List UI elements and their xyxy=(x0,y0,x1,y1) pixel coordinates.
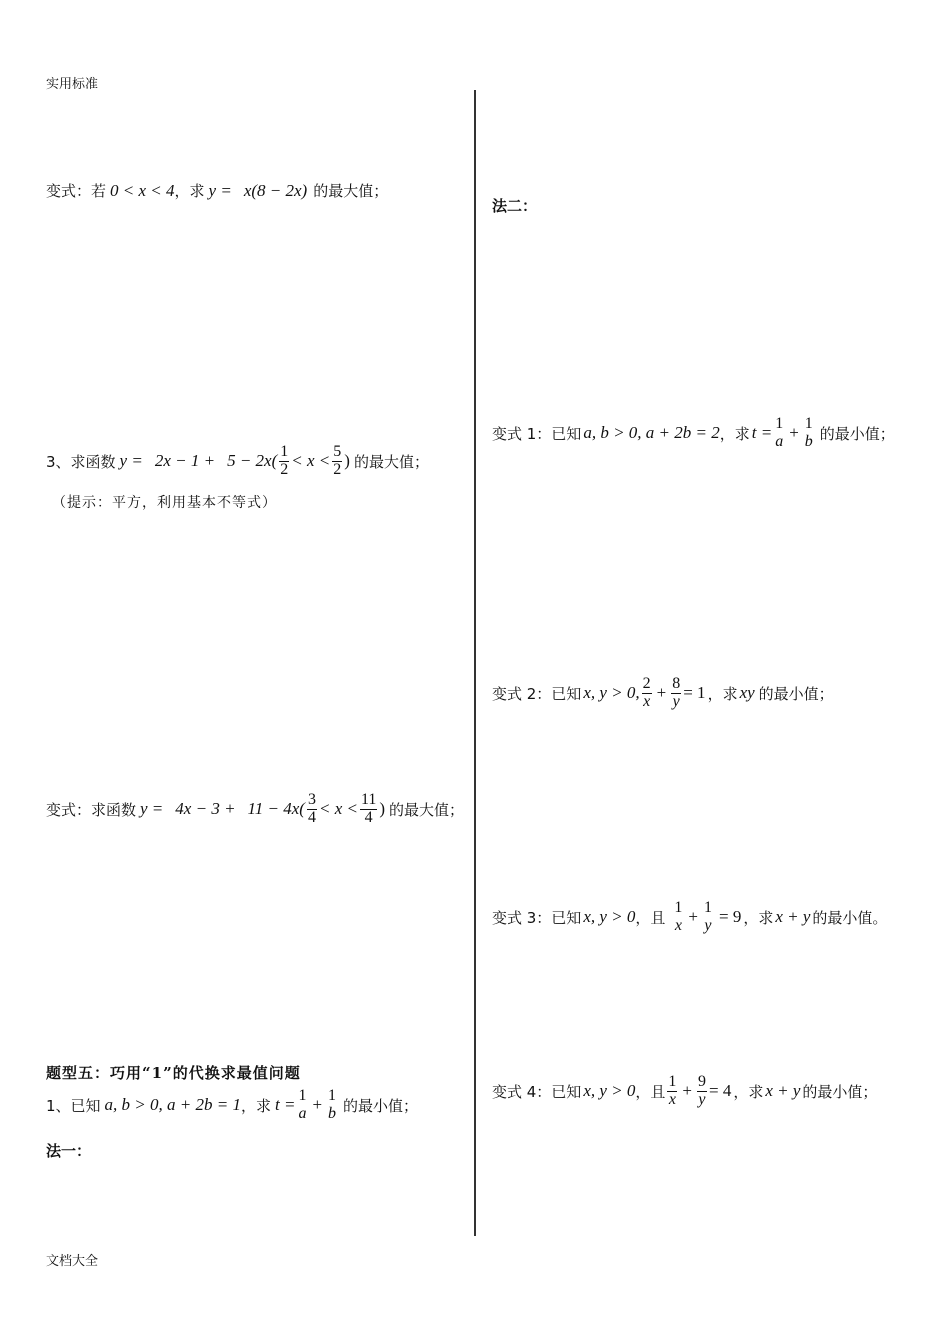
condition: x, y > 0, xyxy=(583,683,640,703)
mid-text: ，求 xyxy=(719,424,750,443)
problem-prefix: 1、已知 xyxy=(46,1096,101,1115)
plus-sign: + xyxy=(656,683,667,703)
fraction-1-over-x: $\frac{1}{x}$ xyxy=(668,1073,677,1108)
mid-text: ，且 xyxy=(635,908,666,927)
problem-prefix: 变式 1：已知 xyxy=(492,424,582,443)
term-1: 2x − 1 + xyxy=(154,451,216,471)
problem-suffix: 的最大值； xyxy=(313,182,389,200)
close-paren: ) xyxy=(379,799,386,819)
mid-text: ，求 xyxy=(743,908,774,927)
method-one-label: 法一： xyxy=(46,1142,92,1160)
term-2: 5 − 2x( xyxy=(227,451,278,471)
fraction-1-over-b: $\frac{1}{b}$ xyxy=(804,415,813,450)
page-header: 实用标准 xyxy=(46,77,99,92)
section-title: 题型五：巧用“1”的代换求最值问题 xyxy=(46,1064,301,1082)
method-two-label: 法二： xyxy=(492,197,538,215)
problem-prefix: 变式 4：已知 xyxy=(492,1082,582,1101)
term-1: 4x − 3 + xyxy=(175,799,236,819)
variant-1 xyxy=(492,416,895,451)
hint-text: （提示：平方，利用基本不等式） xyxy=(52,495,277,511)
problem-suffix: 的最小值； xyxy=(758,684,834,703)
problem-suffix: 的最小值； xyxy=(343,1096,419,1115)
variant-problem-1 xyxy=(46,180,388,201)
target-expression: xy xyxy=(739,683,755,703)
mid-text: ，且 xyxy=(635,1082,666,1101)
problem-suffix: 的最小值。 xyxy=(812,908,888,927)
function-lhs: y = xyxy=(119,451,143,471)
problem-3 xyxy=(46,444,429,479)
target-expression: x + y xyxy=(775,907,811,927)
condition: x, y > 0 xyxy=(583,907,636,927)
problem-prefix: 3、求函数 xyxy=(46,452,116,471)
mid-text: ，求 xyxy=(174,182,205,200)
fraction-2-over-x: $\frac{2}{x}$ xyxy=(642,675,651,710)
variant-4 xyxy=(492,1074,877,1109)
target-expression: x + y xyxy=(765,1081,801,1101)
fraction-upper-bound: $\frac{11}{4}$ xyxy=(360,791,377,826)
condition: a, b > 0, a + 2b = 1 xyxy=(104,1095,241,1115)
mid-text: ，求 xyxy=(240,1096,271,1115)
fraction-upper-bound: $\frac{5}{2}$ xyxy=(333,443,342,478)
page-footer: 文档大全 xyxy=(46,1254,99,1269)
problem-suffix: 的最大值； xyxy=(353,452,429,471)
fraction-1-over-a: $\frac{1}{a}$ xyxy=(775,415,784,450)
function-lhs: t = xyxy=(751,423,773,443)
inequality: < x < xyxy=(291,451,331,471)
fraction-1-over-y: $\frac{1}{y}$ xyxy=(703,899,712,934)
function-rhs: x(8 − 2x) xyxy=(243,180,308,200)
fraction-9-over-y: $\frac{9}{y}$ xyxy=(697,1073,706,1108)
equals-one: = 1 xyxy=(683,683,706,703)
plus-sign: + xyxy=(682,1081,692,1101)
fraction-lower-bound: $\frac{3}{4}$ xyxy=(307,791,316,826)
function-lhs: y = xyxy=(140,799,164,819)
column-divider xyxy=(474,90,476,1236)
plus-sign: + xyxy=(312,1095,323,1115)
problem-prefix: 变式：若 xyxy=(46,182,107,200)
fraction-lower-bound: $\frac{1}{2}$ xyxy=(280,443,289,478)
equals-four: = 4 xyxy=(708,1081,732,1101)
mid-text: ，求 xyxy=(707,684,738,703)
function-lhs: t = xyxy=(274,1095,296,1115)
plus-sign: + xyxy=(688,907,698,927)
close-paren: ) xyxy=(344,451,350,471)
condition: a, b > 0, a + 2b = 2 xyxy=(583,423,720,443)
problem-1 xyxy=(46,1088,418,1123)
function-lhs: y = xyxy=(208,180,232,200)
fraction-1-over-x: $\frac{1}{x}$ xyxy=(674,899,683,934)
problem-prefix: 变式 3：已知 xyxy=(492,908,582,927)
problem-prefix: 变式 2：已知 xyxy=(492,684,582,703)
term-2: 11 − 4x( xyxy=(247,799,305,819)
condition: x, y > 0 xyxy=(583,1081,636,1101)
problem-suffix: 的最大值； xyxy=(389,800,465,819)
variant-2 xyxy=(492,676,834,711)
equals-nine: = 9 xyxy=(718,907,742,927)
fraction-1-over-b: $\frac{1}{b}$ xyxy=(328,1087,337,1122)
condition: 0 < x < 4 xyxy=(110,180,175,200)
problem-suffix: 的最小值； xyxy=(819,424,895,443)
fraction-8-over-y: $\frac{8}{y}$ xyxy=(672,675,681,710)
problem-suffix: 的最小值； xyxy=(802,1082,878,1101)
variant-3 xyxy=(492,900,887,935)
variant-problem-2 xyxy=(46,792,464,827)
fraction-1-over-a: $\frac{1}{a}$ xyxy=(298,1087,307,1122)
mid-text: ，求 xyxy=(733,1082,764,1101)
inequality: < x < xyxy=(318,799,358,819)
problem-prefix: 变式：求函数 xyxy=(46,800,137,819)
plus-sign: + xyxy=(789,423,799,443)
